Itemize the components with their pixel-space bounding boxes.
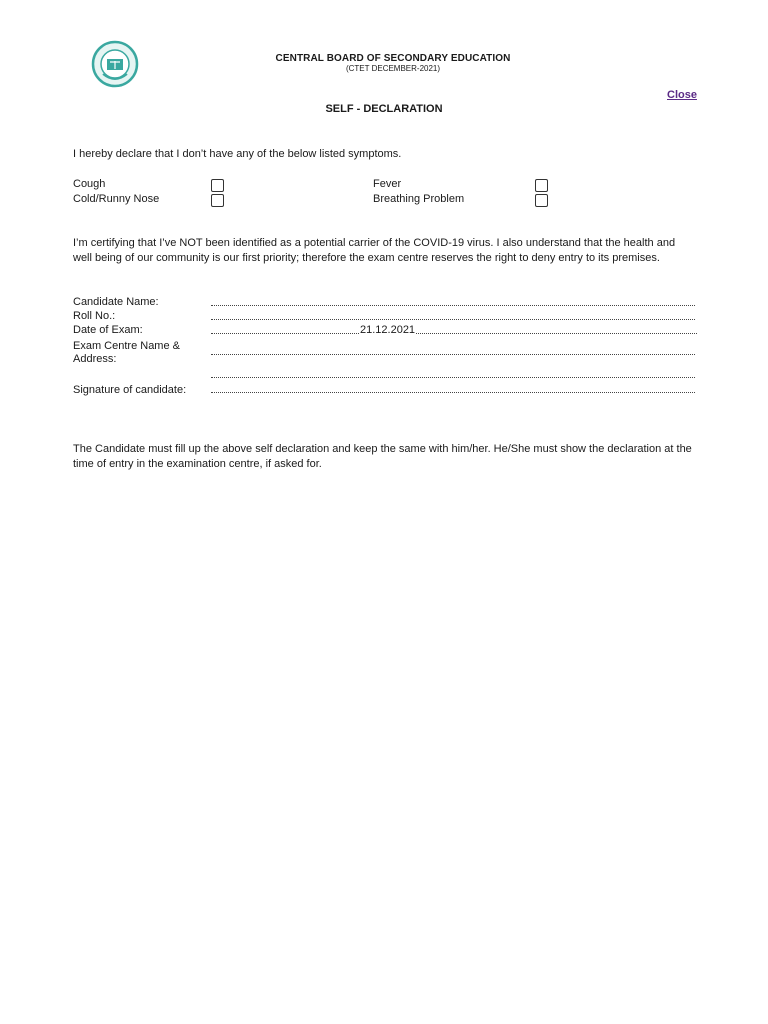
- intro-text: I hereby declare that I don’t have any of the below listed symptoms.: [73, 148, 402, 160]
- symptom-checkbox-cough[interactable]: [211, 179, 224, 192]
- symptom-checkbox-cold[interactable]: [211, 194, 224, 207]
- roll-no-line[interactable]: [211, 319, 695, 320]
- candidate-name-label: Candidate Name:: [73, 296, 159, 308]
- page-title: SELF - DECLARATION: [325, 103, 443, 115]
- centre-label-line2: Address:: [73, 353, 117, 365]
- signature-label: Signature of candidate:: [73, 384, 187, 396]
- date-value: 21.12.2021: [360, 324, 416, 336]
- date-label: Date of Exam:: [73, 324, 143, 336]
- symptom-checkbox-breathing[interactable]: [535, 194, 548, 207]
- symptom-checkbox-fever[interactable]: [535, 179, 548, 192]
- instruction-note: The Candidate must fill up the above self declaration and keep the same with him/her. He/She must show the declaration at the time of entry in the examination centre, if asked for.: [73, 443, 692, 470]
- close-link[interactable]: Close: [667, 89, 697, 101]
- date-dots-left: [211, 333, 359, 334]
- centre-label-line1: Exam Centre Name &: [73, 340, 180, 352]
- certification-text: I’m certifying that I’ve NOT been identified as a potential carrier of the COVID-19 virus. I also understand that the health and well being of our community is our first priority; therefore the exam centre reserves the right to deny entry to its premises.: [73, 237, 676, 264]
- symptom-label-breathing: Breathing Problem: [373, 193, 465, 205]
- date-dots-right: [416, 333, 697, 334]
- centre-line-2[interactable]: [211, 377, 695, 378]
- signature-line[interactable]: [211, 392, 695, 393]
- centre-line-1[interactable]: [211, 354, 695, 355]
- exam-subtitle: (CTET DECEMBER-2021): [345, 64, 441, 73]
- symptom-label-cold: Cold/Runny Nose: [73, 193, 160, 205]
- org-name: CENTRAL BOARD OF SECONDARY EDUCATION: [275, 53, 511, 64]
- candidate-name-line[interactable]: [211, 305, 695, 306]
- symptom-label-fever: Fever: [373, 178, 402, 190]
- symptom-label-cough: Cough: [73, 178, 106, 190]
- roll-no-label: Roll No.:: [73, 310, 116, 322]
- date-line: [211, 324, 697, 337]
